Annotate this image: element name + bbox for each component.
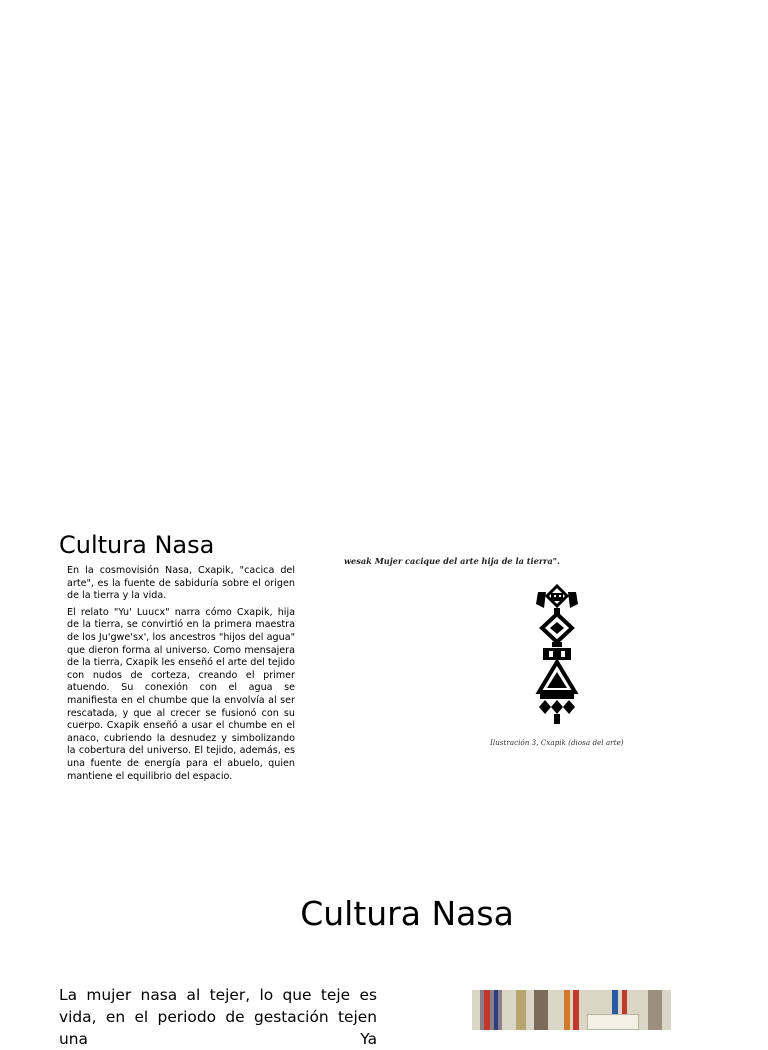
slide2-title: Cultura Nasa: [300, 894, 514, 933]
photo-label-card: [587, 1014, 639, 1030]
slide1-title: Cultura Nasa: [59, 531, 215, 559]
weaving-photo: [472, 990, 671, 1030]
figure-caption-bottom: Ilustración 3, Cxapik (diosa del arte): [490, 738, 624, 747]
slide1-body: [67, 565, 295, 787]
slide1-paragraph-1: En la cosmovisión Nasa, Cxapik, "cacica del arte", es la fuente de sabiduría sobre el origen de la tierra y la vida.: [67, 565, 295, 602]
slide1-paragraph-2: El relato "Yu' Luucx" narra cómo Cxapik, hija de la tierra, se convirtió en la primera maestra de los Ju'gwe'sx', los ancestros "hijos del agua" que dieron forma al universo. Como mensajera de la tierra, Cxapik les enseñó el arte del tejido con nudos de corteza, creando el primer atuendo. Su conexión con el agua se manifiesta en el chumbe que la envolvía al ser rescatada, y que al crecer se fusionó con su cuerpo. Cxapik enseñó a usar el chumbe en el anaco, cubriendo la desnudez y simbolizando la cobertura del universo. El tejido, además, es una fuente de energía para el abuelo, quien mantiene el equilibrio del espacio.: [67, 606, 295, 782]
cxapik-figure: [340, 552, 640, 762]
slide2-body: La mujer nasa al tejer, lo que teje es vida, en el periodo de gestación tejen una Ya: [59, 986, 377, 1048]
cxapik-illustration-icon: [532, 584, 582, 734]
figure-caption-top: wesak Mujer cacique del arte hija de la tierra".: [344, 556, 560, 566]
